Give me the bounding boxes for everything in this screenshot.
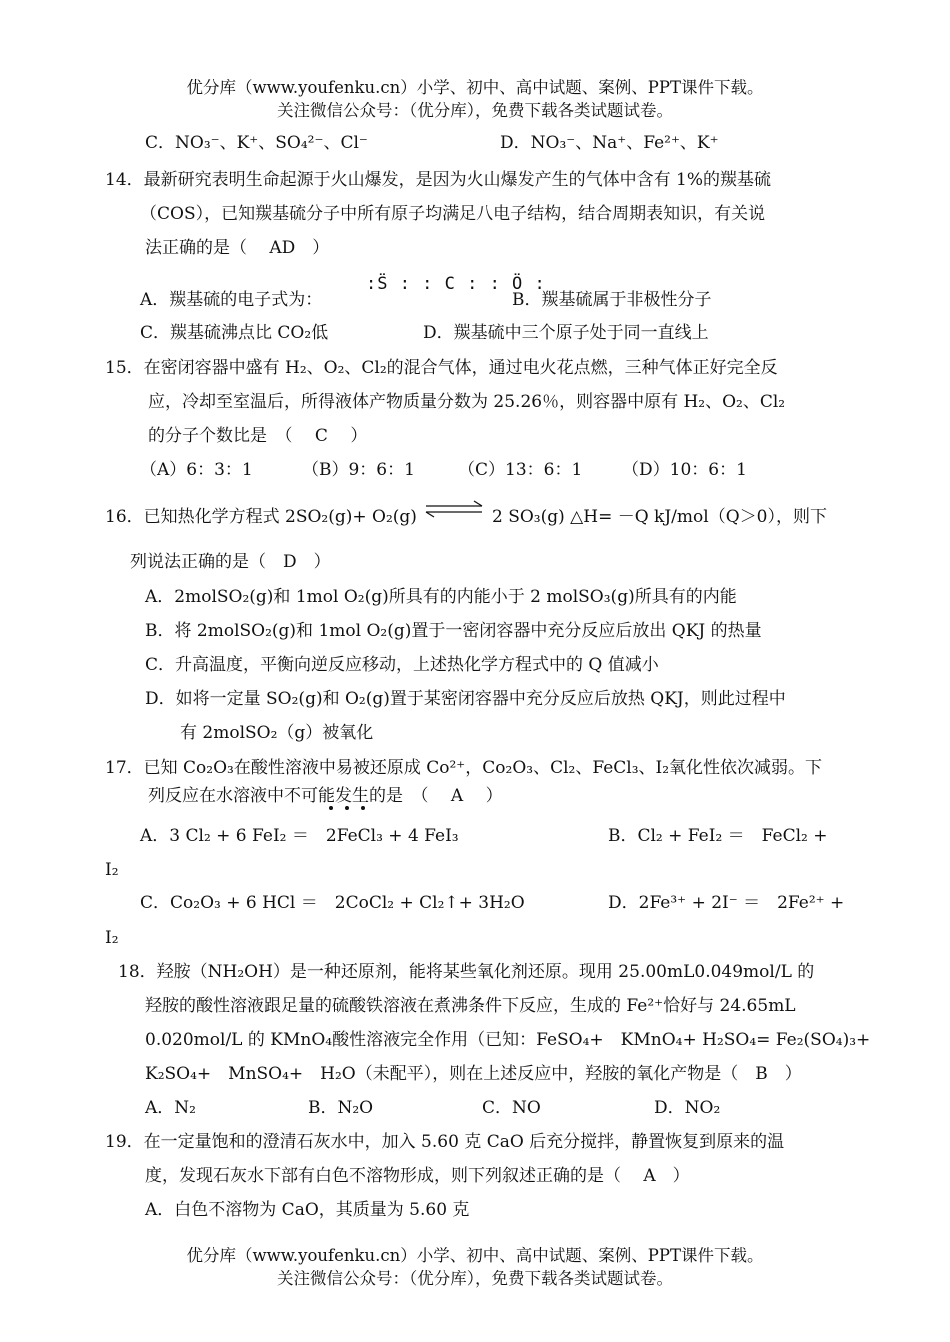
q13-option-d: D．NO₃⁻、Na⁺、Fe²⁺、K⁺ (500, 133, 719, 153)
q14-option-d: D．羰基硫中三个原子处于同一直线上 (423, 323, 709, 343)
q18-option-a: A．N₂ (145, 1098, 196, 1118)
q18-line-1: 18．羟胺（NH₂OH）是一种还原剂，能将某些氧化剂还原。现用 25.00mL0.049mol/L 的 (118, 962, 815, 982)
q16-option-d-line-2: 有 2molSO₂（g）被氧化 (180, 723, 374, 743)
q17-option-a: A．3 Cl₂ + 6 FeI₂ ＝ 2FeCl₃ + 4 FeI₃ (140, 826, 459, 846)
q16-line-1b: 2 SO₃(g) △H= －Q kJ/mol（Q＞0），则下 (492, 507, 827, 527)
q15-option-c: （C）13：6：1 (458, 460, 583, 480)
q15-option-a: （A）6：3：1 (140, 460, 253, 480)
q16-option-d-line-1: D．如将一定量 SO₂(g)和 O₂(g)置于某密闭容器中充分反应后放热 QKJ，则此过程中 (145, 689, 786, 709)
reversible-arrow-icon (424, 500, 484, 518)
q15-line-3: 的分子个数比是 （ C ） (148, 426, 368, 446)
q16-line-1a: 16．已知热化学方程式 2SO₂(g)+ O₂(g) (105, 507, 417, 527)
q16-option-b: B．将 2molSO₂(g)和 1mol O₂(g)置于一密闭容器中充分反应后放出 QKJ 的热量 (145, 621, 762, 641)
q14-line-3: 法正确的是（ AD ） (145, 238, 330, 258)
q17-line-1: 17．已知 Co₂O₃在酸性溶液中易被还原成 Co²⁺，Co₂O₃、Cl₂、FeCl₃、I₂氧化性依次减弱。下 (105, 758, 823, 778)
q17-option-d-cont: I₂ (105, 928, 119, 948)
q17-option-c: C．Co₂O₃ + 6 HCl ＝ 2CoCl₂ + Cl₂↑+ 3H₂O (140, 893, 525, 913)
q17-line-2: 列反应在水溶液中不可能发生的是 （ A ） (148, 786, 503, 806)
q14-lewis-structure: :S̈ : : C : : Ö : (366, 274, 546, 294)
q18-line-3: 0.020mol/L 的 KMnO₄酸性溶液完全作用（已知：FeSO₄+ KMnO₄+ H₂SO₄= Fe₂(SO₄)₃+ (145, 1030, 871, 1050)
q19-line-1: 19．在一定量饱和的澄清石灰水中，加入 5.60 克 CaO 后充分搅拌，静置恢复到原来的温 (105, 1132, 785, 1152)
q14-option-b: B．羰基硫属于非极性分子 (512, 290, 712, 310)
q16-option-a: A．2molSO₂(g)和 1mol O₂(g)所具有的内能小于 2 molSO₃(g)所具有的内能 (145, 587, 737, 607)
q17-option-b: B．Cl₂ + FeI₂ ＝ FeCl₂ + (608, 826, 828, 846)
q15-line-1: 15．在密闭容器中盛有 H₂、O₂、Cl₂的混合气体，通过电火花点燃，三种气体正好完全反 (105, 358, 778, 378)
q18-option-b: B．N₂O (308, 1098, 374, 1118)
header-line-1: 优分库（www.youfenku.cn）小学、初中、高中试题、案例、PPT课件下载。 (186, 78, 764, 97)
q18-line-4: K₂SO₄+ MnSO₄+ H₂O（未配平），则在上述反应中，羟胺的氧化产物是（ B ） (145, 1064, 802, 1084)
q16-line-2: 列说法正确的是（ D ） (130, 552, 331, 572)
q15-line-2: 应，冷却至室温后，所得液体产物质量分数为 25.26％，则容器中原有 H₂、O₂、Cl₂ (148, 392, 786, 412)
footer-line-2: 关注微信公众号：（优分库），免费下载各类试题试卷。 (277, 1269, 673, 1288)
header-line-2: 关注微信公众号：（优分库），免费下载各类试题试卷。 (277, 101, 673, 120)
q15-option-b: （B）9：6：1 (302, 460, 415, 480)
q15-option-d: （D）10：6：1 (622, 460, 747, 480)
q13-option-c: C．NO₃⁻、K⁺、SO₄²⁻、Cl⁻ (145, 133, 368, 153)
emphasis-dots (329, 806, 369, 812)
q19-line-2: 度，发现石灰水下部有白色不溶物形成，则下列叙述正确的是（ A ） (145, 1166, 690, 1186)
q17-option-d: D．2Fe³⁺ + 2I⁻ ＝ 2Fe²⁺ + (608, 893, 845, 913)
q18-option-d: D．NO₂ (654, 1098, 721, 1118)
q16-option-c: C．升高温度，平衡向逆反应移动，上述热化学方程式中的 Q 值减小 (145, 655, 659, 675)
q14-option-c: C．羰基硫沸点比 CO₂低 (140, 323, 329, 343)
q14-option-a: A．羰基硫的电子式为： (140, 290, 323, 310)
q19-option-a: A．白色不溶物为 CaO，其质量为 5.60 克 (145, 1200, 470, 1220)
q14-line-1: 14．最新研究表明生命起源于火山爆发，是因为火山爆发产生的气体中含有 1%的羰基硫 (105, 170, 772, 190)
q14-line-2: （COS），已知羰基硫分子中所有原子均满足八电子结构，结合周期表知识，有关说 (140, 204, 766, 224)
footer-line-1: 优分库（www.youfenku.cn）小学、初中、高中试题、案例、PPT课件下载。 (186, 1246, 764, 1265)
q18-option-c: C．NO (482, 1098, 541, 1118)
q18-line-2: 羟胺的酸性溶液跟足量的硫酸铁溶液在煮沸条件下反应，生成的 Fe²⁺恰好与 24.65mL (145, 996, 796, 1016)
q17-option-b-cont: I₂ (105, 860, 119, 880)
